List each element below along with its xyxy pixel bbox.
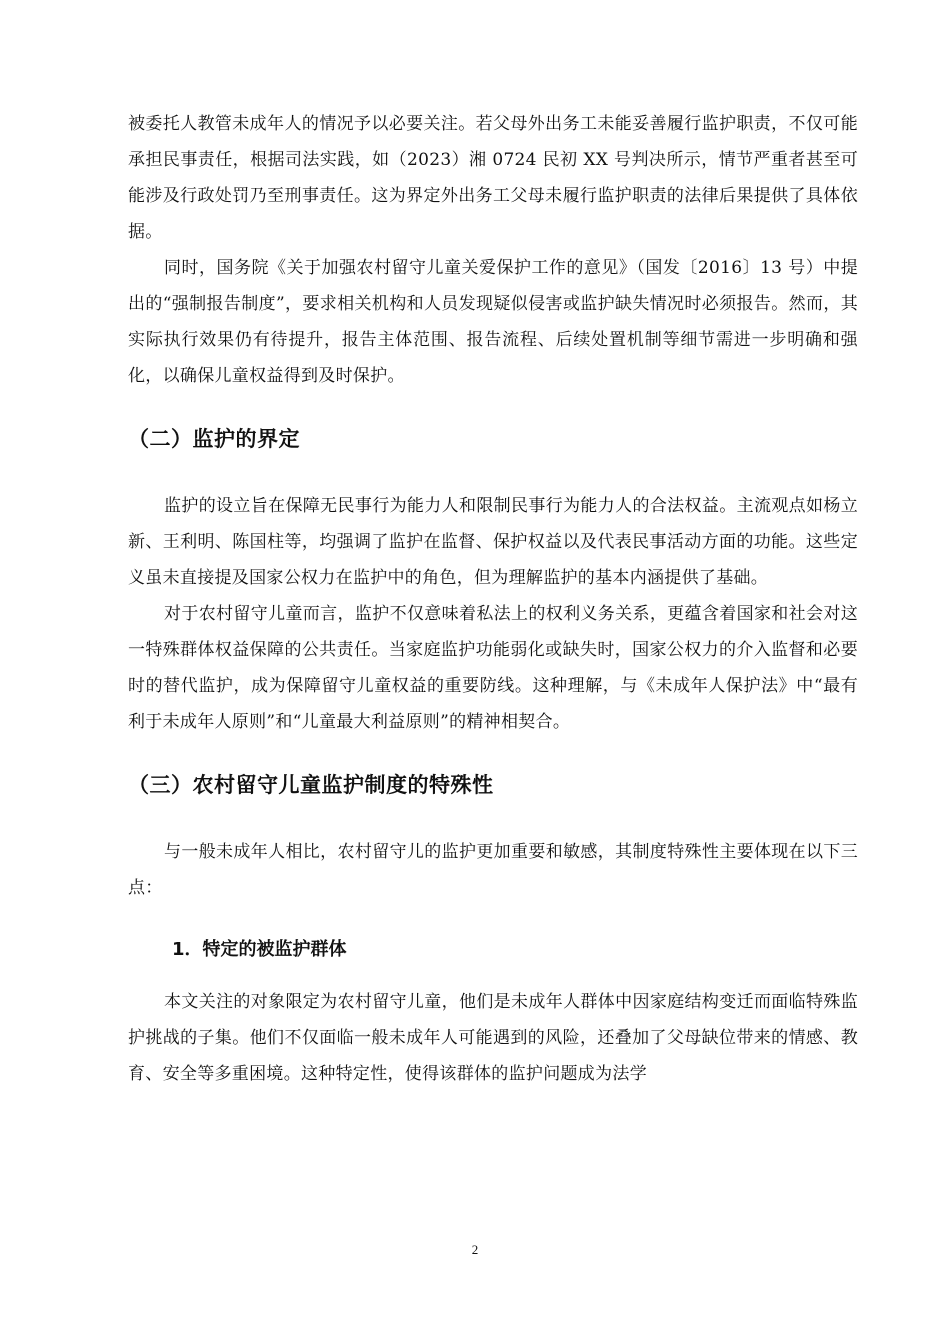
document-body — [128, 106, 858, 1092]
paragraph-1: 被委托人教管未成年人的情况予以必要关注。若父母外出务工未能妥善履行监护职责，不仅可能承担民事责任，根据司法实践，如（2023）湘 0724 民初 XX 号判决所示，情节严重者甚至可能涉及行政处罚乃至刑事责任。这为界定外出务工父母未履行监护职责的法律后果提供了具体依据。 — [128, 114, 858, 242]
subsection-heading-1: 1．特定的被监护群体 — [172, 939, 347, 960]
section-heading-3: （三）农村留守儿童监护制度的特殊性 — [128, 773, 494, 797]
paragraph-2: 同时，国务院《关于加强农村留守儿童关爱保护工作的意见》（国发〔2016〕13 号）中提出的“强制报告制度”，要求相关机构和人员发现疑似侵害或监护缺失情况时必须报告。然而，其实际执行效果仍有待提升，报告主体范围、报告流程、后续处置机制等细节需进一步明确和强化，以确保儿童权益得到及时保护。 — [128, 258, 858, 386]
paragraph-5: 与一般未成年人相比，农村留守儿的监护更加重要和敏感，其制度特殊性主要体现在以下三点： — [128, 842, 858, 898]
paragraph-4: 对于农村留守儿童而言，监护不仅意味着私法上的权利义务关系，更蕴含着国家和社会对这一特殊群体权益保障的公共责任。当家庭监护功能弱化或缺失时，国家公权力的介入监督和必要时的替代监护，成为保障留守儿童权益的重要防线。这种理解，与《未成年人保护法》中“最有利于未成年人原则”和“儿童最大利益原则”的精神相契合。 — [128, 604, 858, 732]
paragraph-3: 监护的设立旨在保障无民事行为能力人和限制民事行为能力人的合法权益。主流观点如杨立新、王利明、陈国柱等，均强调了监护在监督、保护权益以及代表民事活动方面的功能。这些定义虽未直接提及国家公权力在监护中的角色，但为理解监护的基本内涵提供了基础。 — [128, 496, 858, 588]
paragraph-6: 本文关注的对象限定为农村留守儿童，他们是未成年人群体中因家庭结构变迁而面临特殊监护挑战的子集。他们不仅面临一般未成年人可能遇到的风险，还叠加了父母缺位带来的情感、教育、安全等多重困境。这种特定性，使得该群体的监护问题成为法学 — [128, 992, 858, 1084]
section-heading-2: （二）监护的界定 — [128, 427, 300, 451]
page-number: 2 — [471, 1242, 479, 1257]
